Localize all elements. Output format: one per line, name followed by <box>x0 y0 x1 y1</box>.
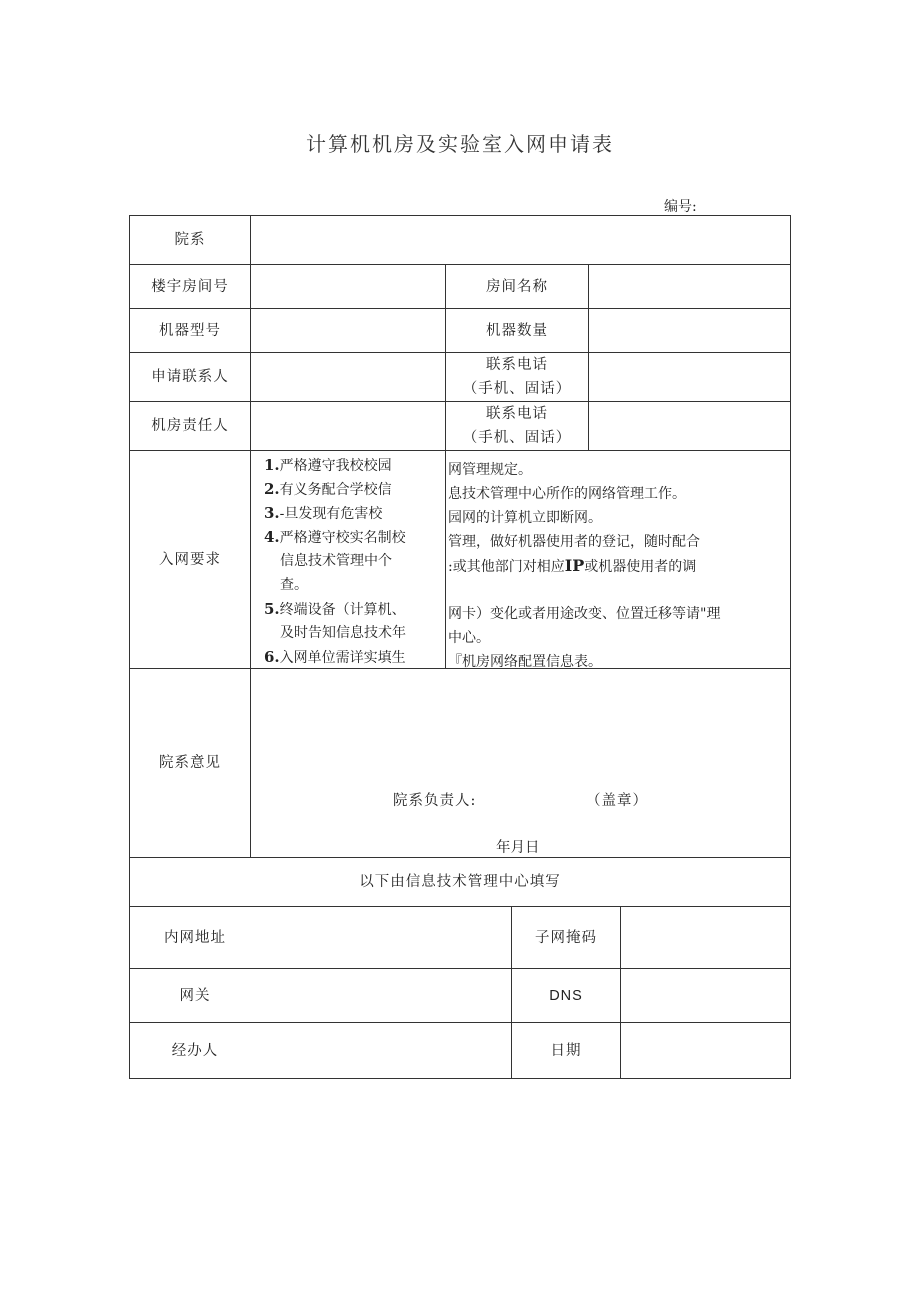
building-room-field[interactable] <box>251 265 445 308</box>
opinion-field[interactable] <box>251 669 790 857</box>
phone-label-line2: （手机、固话） <box>462 430 572 446</box>
applicant-label: 申请联系人 <box>151 369 229 385</box>
requirements-left-column <box>264 453 444 668</box>
subnet-mask-field[interactable] <box>621 907 790 968</box>
requirement-line: 1.严格遵守我校校园 <box>264 456 392 474</box>
subnet-mask-label: 子网掩码 <box>535 929 597 946</box>
requirement-line-blank <box>448 578 788 602</box>
room-manager-label: 机房责任人 <box>151 418 229 434</box>
department-label: 院系 <box>174 232 206 248</box>
opinion-label: 院系意见 <box>159 755 221 771</box>
date-field[interactable] <box>621 1023 790 1078</box>
requirement-line: 信息技术管理中个 <box>280 553 392 569</box>
machine-model-label: 机器型号 <box>159 322 221 339</box>
requirements-right-column <box>448 458 788 668</box>
center-fill-note: 以下由信息技术管理中心填写 <box>359 874 561 890</box>
requirement-line: 及时告知信息技术年 <box>280 625 406 641</box>
department-field[interactable] <box>251 216 790 264</box>
dns-label: DNS <box>549 987 583 1004</box>
machine-count-field[interactable] <box>589 309 790 352</box>
requirements-label: 入网要求 <box>159 551 221 568</box>
machine-count-label: 机器数量 <box>486 322 548 339</box>
intranet-address-field[interactable] <box>260 907 510 968</box>
requirement-line: 6.入网单位需详实填生 <box>264 648 406 666</box>
requirement-line: 园网的计算机立即断网。 <box>448 510 602 526</box>
intranet-address-label: 内网地址 <box>164 929 226 946</box>
room-manager-field[interactable] <box>251 402 445 450</box>
requirement-line: 查。 <box>280 577 308 593</box>
requirement-line: 5.终端设备（计算机、 <box>264 600 406 618</box>
gateway-field[interactable] <box>260 969 510 1022</box>
phone-label-line1: 联系电话 <box>486 406 548 422</box>
opinion-signer-label: 院系负责人: <box>393 793 477 809</box>
applicant-phone-label <box>446 353 588 401</box>
requirement-line: 网卡）变化或者用途改变、位置迁移等请"理 <box>448 606 721 622</box>
serial-number-label: 编号: <box>664 199 697 215</box>
requirement-line: 息技术管理中心所作的网络管理工作。 <box>448 486 686 502</box>
phone-label-line2: （手机、固话） <box>462 381 572 397</box>
opinion-seal-label: （盖章） <box>586 793 648 809</box>
date-label: 日期 <box>550 1042 582 1059</box>
building-room-label: 楼宇房间号 <box>151 278 229 295</box>
form-title: 计算机机房及实验室入网申请表 <box>306 132 614 156</box>
requirement-line: 管理，做好机器使用者的登记，随时配合 <box>448 534 700 550</box>
manager-phone-label <box>446 402 588 450</box>
requirement-line: :或其他部门对相应IP或机器使用者的调 <box>448 556 697 575</box>
opinion-date-label: 年月日 <box>496 840 540 856</box>
requirement-line: 网管理规定。 <box>448 462 532 478</box>
phone-label-line1: 联系电话 <box>486 357 548 373</box>
room-name-label: 房间名称 <box>486 278 548 295</box>
requirement-line: 中心。 <box>448 630 490 646</box>
handler-label: 经办人 <box>171 1042 219 1059</box>
machine-model-field[interactable] <box>251 309 445 352</box>
requirement-line: 『机房网络配置信息表。 <box>448 654 602 668</box>
dns-field[interactable] <box>621 969 790 1022</box>
requirement-line: 4.严格遵守校实名制校 <box>264 528 406 546</box>
requirement-line: 3.-旦发现有危害校 <box>264 504 383 522</box>
applicant-phone-field[interactable] <box>589 353 790 401</box>
applicant-field[interactable] <box>251 353 445 401</box>
gateway-label: 网关 <box>179 987 211 1004</box>
handler-field[interactable] <box>260 1023 510 1078</box>
requirement-line: 2.有义务配合学校信 <box>264 480 392 498</box>
room-name-field[interactable] <box>589 265 790 308</box>
manager-phone-field[interactable] <box>589 402 790 450</box>
